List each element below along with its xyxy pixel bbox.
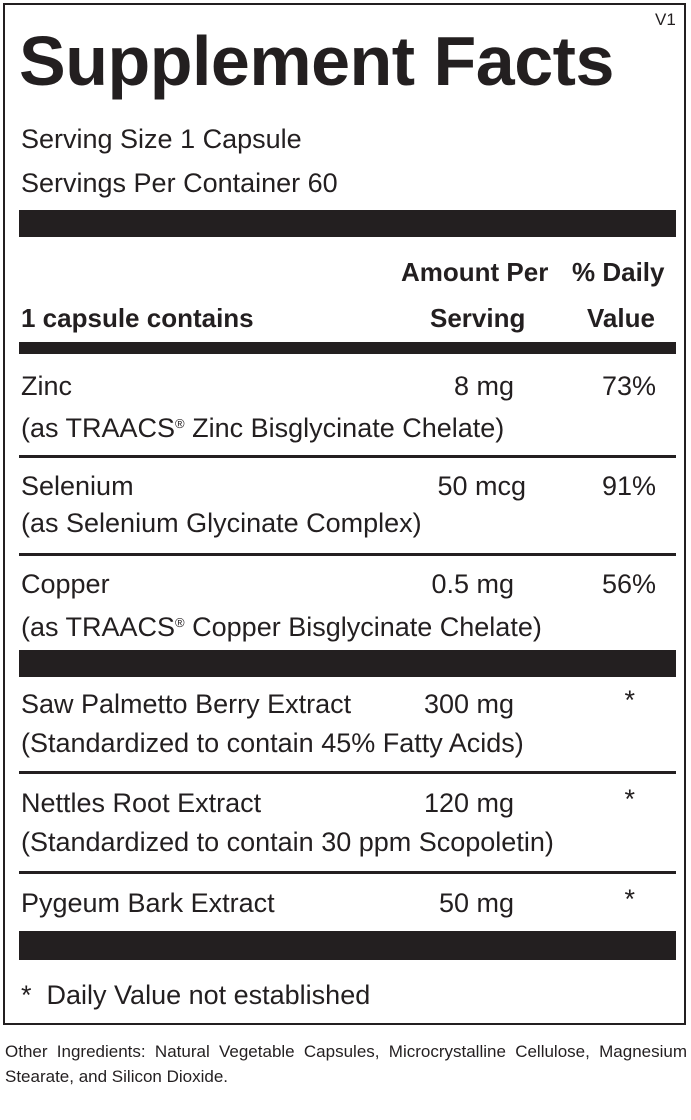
footnote-text: Daily Value not established [46,980,371,1010]
thick-divider-bottom [19,931,676,960]
footnote-mark: * [21,980,32,1010]
contains-header: 1 capsule contains [21,303,254,333]
amount-header-line1: Amount Per [401,257,549,287]
ingredient-source: (as TRAACS® Copper Bisglycinate Chelate) [21,612,542,642]
other-ingredients: Other Ingredients: Natural Vegetable Capsules, Microcrystalline Cellulose, Magnesium Stearate, and Silicon Dioxide. [5,1042,687,1086]
ingredient-amount: 50 mcg [437,471,526,501]
ingredient-name: Pygeum Bark Extract [21,888,275,918]
row-divider [19,455,676,458]
ingredient-source: (as TRAACS® Zinc Bisglycinate Chelate) [21,413,505,443]
ingredient-amount: 0.5 mg [431,569,514,599]
ingredient-amount: 8 mg [453,371,514,401]
header-divider [19,342,676,354]
ingredient-name: Copper [21,569,110,599]
thick-divider-middle [19,650,676,677]
servings-per-container: Servings Per Container 60 [21,168,338,198]
ingredient-name: Saw Palmetto Berry Extract [21,689,352,719]
ingredient-amount: 50 mg [438,888,514,918]
ingredient-dv: 56% [601,569,656,599]
ingredient-dv: * [624,685,635,715]
row-divider [19,871,676,874]
amount-header-line2: Serving [430,303,526,333]
panel-title: Supplement Facts [19,22,614,100]
ingredient-name: Nettles Root Extract [21,788,262,818]
version-code: V1 [655,10,676,29]
row-divider [19,553,676,556]
registered-mark: ® [175,615,185,630]
ingredient-source: (as Selenium Glycinate Complex) [21,508,422,538]
ingredient-dv: 91% [601,471,656,501]
ingredient-name: Selenium [21,471,134,501]
ingredient-amount: 300 mg [423,689,514,719]
dv-header-line1: % Daily [572,257,665,287]
ingredient-name: Zinc [21,371,73,401]
ingredient-source: (Standardized to contain 45% Fatty Acids) [21,728,524,758]
ingredient-source: (Standardized to contain 30 ppm Scopoletin) [21,827,554,857]
registered-mark: ® [175,416,185,431]
serving-size: Serving Size 1 Capsule [21,124,302,154]
footnote [21,979,370,1011]
ingredient-dv: * [624,884,635,914]
dv-header-line2: Value [587,303,655,333]
thick-divider-top [19,210,676,237]
ingredient-dv: 73% [601,371,656,401]
row-divider [19,771,676,774]
ingredient-amount: 120 mg [423,788,514,818]
ingredient-dv: * [624,784,635,814]
